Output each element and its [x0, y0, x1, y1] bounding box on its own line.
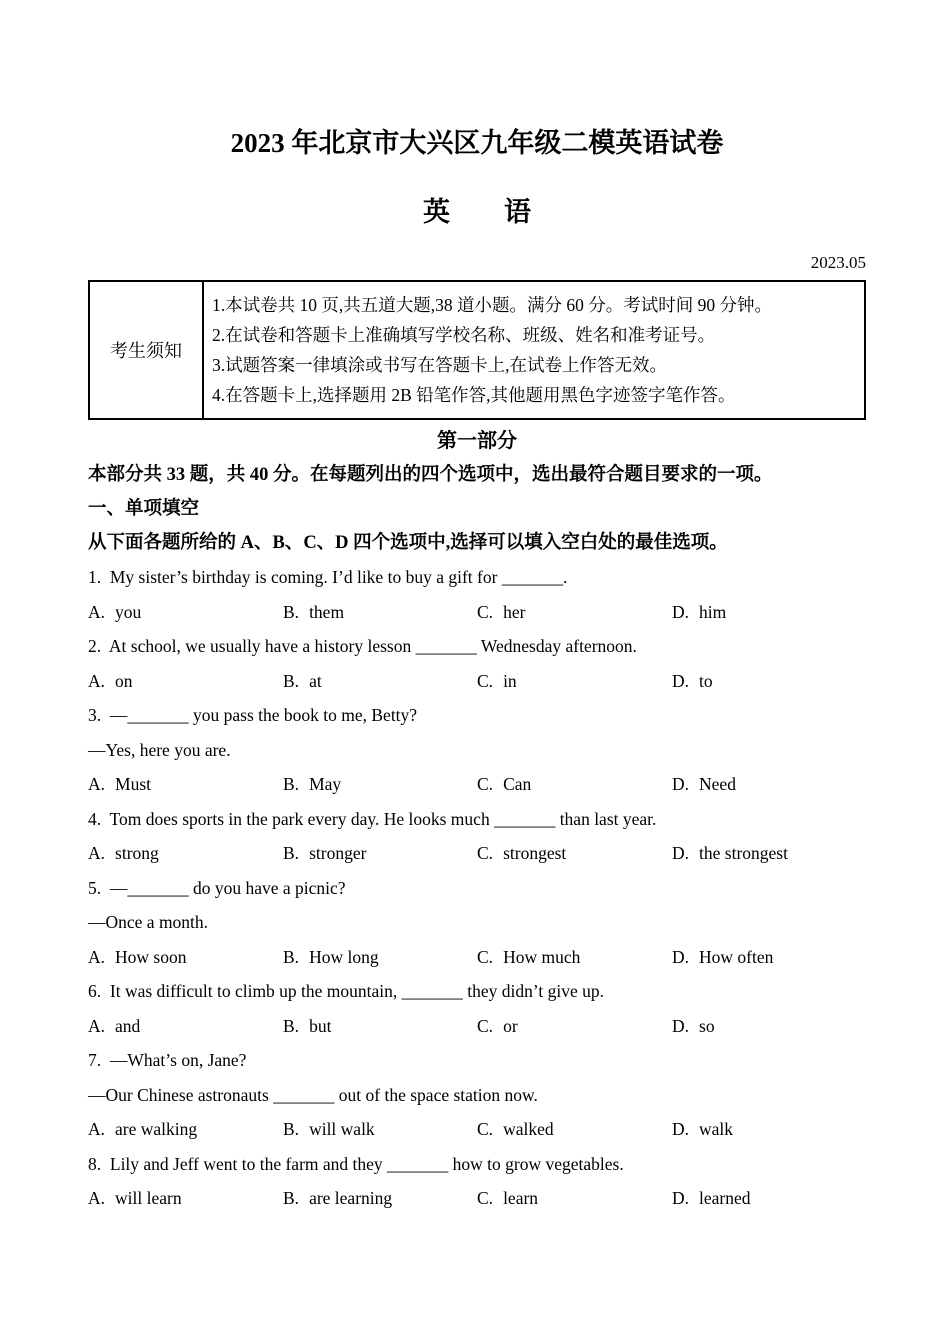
question-stem-line: 1. My sister’s birthday is coming. I’d like to buy a gift for _______.: [88, 567, 568, 587]
option-letter: B.: [283, 774, 300, 794]
option-letter: C.: [477, 946, 494, 967]
notice-body: [203, 281, 865, 419]
option-text: How long: [309, 946, 379, 967]
option-text: to: [699, 670, 713, 691]
option-letter: D.: [672, 601, 690, 622]
option-letter: A.: [88, 1015, 106, 1036]
option-text: How much: [503, 946, 581, 967]
option-letter: B.: [283, 843, 300, 863]
option-letter: B.: [283, 946, 300, 967]
option-text: or: [503, 1015, 518, 1036]
option-letter: D.: [672, 1119, 690, 1139]
option-letter: C.: [477, 1119, 494, 1139]
option-letter: C.: [477, 670, 494, 691]
q8-option-a: [88, 1187, 283, 1209]
question-stem-line: 7. —What’s on, Jane?: [88, 1050, 247, 1070]
question-block: [88, 877, 866, 968]
option-text: How often: [699, 946, 774, 967]
question-stem-line: 5. —_______ do you have a picnic?: [88, 877, 346, 898]
exam-title: 2023 年北京市大兴区九年级二模英语试卷: [230, 128, 724, 158]
option-letter: C.: [477, 774, 494, 794]
q3-option-d: [672, 773, 866, 795]
question-block: [88, 1049, 866, 1140]
q4-option-a: [88, 842, 283, 864]
option-text: strongest: [503, 843, 567, 863]
question-stem-line: —Yes, here you are.: [88, 739, 231, 760]
q7-option-b: [283, 1118, 477, 1140]
q7-option-a: [88, 1118, 283, 1140]
option-text: How soon: [115, 946, 187, 967]
exam-date: 2023.05: [810, 253, 866, 272]
option-letter: A.: [88, 843, 106, 863]
option-letter: B.: [283, 601, 300, 622]
q7-option-c: [477, 1118, 672, 1140]
question-stem-line: —Our Chinese astronauts _______ out of the space station now.: [88, 1084, 538, 1105]
q2-option-a: [88, 670, 283, 692]
option-letter: D.: [672, 1188, 690, 1208]
notice-item: 3.试题答案一律填涂或书写在答题卡上,在试卷上作答无效。: [212, 355, 667, 375]
option-text: Can: [503, 774, 532, 794]
question-stem-line: —Once a month.: [88, 912, 209, 932]
option-text: and: [115, 1015, 141, 1036]
question-block: [88, 635, 866, 692]
option-text: him: [699, 601, 727, 622]
option-letter: C.: [477, 843, 494, 863]
option-text: so: [699, 1015, 715, 1036]
option-text: are walking: [115, 1119, 198, 1139]
q6-option-b: [283, 1015, 477, 1037]
question-stem-line: 8. Lily and Jeff went to the farm and they _______ how to grow vegetables.: [88, 1153, 624, 1174]
option-letter: D.: [672, 774, 690, 794]
q2-option-b: [283, 670, 477, 692]
option-text: at: [309, 670, 322, 691]
option-text: Need: [699, 774, 736, 794]
q4-option-b: [283, 842, 477, 864]
section-one-instruction: 从下面各题所给的 A、B、C、D 四个选项中,选择可以填入空白处的最佳选项。: [88, 533, 728, 553]
question-stem-line: 3. —_______ you pass the book to me, Betty?: [88, 705, 418, 725]
q5-option-d: [672, 946, 866, 968]
option-text: May: [309, 774, 342, 794]
option-text: them: [309, 601, 345, 622]
option-letter: A.: [88, 946, 106, 967]
option-letter: B.: [283, 670, 300, 691]
option-text: learned: [699, 1188, 751, 1208]
subject-char-right: 语: [504, 197, 531, 227]
option-letter: D.: [672, 946, 690, 967]
option-letter: A.: [88, 1119, 106, 1139]
option-text: but: [309, 1015, 332, 1036]
option-text: Must: [115, 774, 151, 794]
q2-option-d: [672, 670, 866, 692]
option-text: will walk: [309, 1119, 375, 1139]
options-row: [88, 842, 866, 864]
option-text: strong: [115, 843, 159, 863]
q4-option-c: [477, 842, 672, 864]
option-letter: C.: [477, 601, 494, 622]
option-text: are learning: [309, 1188, 393, 1208]
q7-option-d: [672, 1118, 866, 1140]
options-row: [88, 946, 866, 968]
option-letter: D.: [672, 670, 690, 691]
question-block: [88, 980, 866, 1037]
q1-option-a: [88, 601, 283, 623]
notice-item: 2.在试卷和答题卡上准确填写学校名称、班级、姓名和准考证号。: [212, 325, 716, 345]
q2-option-c: [477, 670, 672, 692]
q3-option-a: [88, 773, 283, 795]
option-letter: A.: [88, 601, 106, 622]
q6-option-a: [88, 1015, 283, 1037]
candidate-notice-table: [88, 280, 866, 420]
question-stem-line: 2. At school, we usually have a history lesson _______ Wednesday afternoon.: [88, 636, 637, 656]
notice-item: 1.本试卷共 10 页,共五道大题,38 道小题。满分 60 分。考试时间 90 分钟。: [212, 295, 772, 315]
option-text: you: [115, 601, 142, 622]
question-stem-line: 4. Tom does sports in the park every day. He looks much _______ than last year.: [88, 808, 657, 829]
notice-label: 考生须知: [89, 281, 203, 419]
option-letter: D.: [672, 843, 690, 863]
option-letter: A.: [88, 1188, 106, 1208]
q3-option-b: [283, 773, 477, 795]
q6-option-c: [477, 1015, 672, 1037]
option-text: her: [503, 601, 526, 622]
notice-item: 4.在答题卡上,选择题用 2B 铅笔作答,其他题用黑色字迹签字笔作答。: [212, 385, 736, 405]
option-letter: A.: [88, 774, 106, 794]
question-block: [88, 566, 866, 623]
options-row: [88, 773, 866, 795]
q1-option-c: [477, 601, 672, 623]
option-letter: C.: [477, 1188, 494, 1208]
options-row: [88, 1187, 866, 1209]
option-text: stronger: [309, 843, 367, 863]
q4-option-d: [672, 842, 866, 864]
option-letter: A.: [88, 670, 106, 691]
q1-option-b: [283, 601, 477, 623]
part-one-instruction: 本部分共 33 题，共 40 分。在每题列出的四个选项中，选出最符合题目要求的一项。: [88, 465, 773, 485]
question-stem-line: 6. It was difficult to climb up the mountain, _______ they didn’t give up.: [88, 981, 605, 1001]
option-text: the strongest: [699, 843, 788, 863]
subject-heading: [88, 197, 866, 228]
section-one-title: 一、单项填空: [88, 499, 200, 519]
options-row: [88, 601, 866, 623]
option-letter: B.: [283, 1015, 300, 1036]
q1-option-d: [672, 601, 866, 623]
option-text: on: [115, 670, 133, 691]
question-block: [88, 1153, 866, 1210]
q6-option-d: [672, 1015, 866, 1037]
q5-option-a: [88, 946, 283, 968]
question-list: [88, 566, 866, 1209]
option-text: walked: [503, 1119, 554, 1139]
option-text: in: [503, 670, 517, 691]
question-block: [88, 704, 866, 795]
option-letter: C.: [477, 1015, 494, 1036]
options-row: [88, 1118, 866, 1140]
option-letter: B.: [283, 1188, 300, 1208]
option-text: walk: [699, 1119, 734, 1139]
q8-option-d: [672, 1187, 866, 1209]
q5-option-c: [477, 946, 672, 968]
q8-option-c: [477, 1187, 672, 1209]
option-letter: D.: [672, 1015, 690, 1036]
options-row: [88, 670, 866, 692]
q8-option-b: [283, 1187, 477, 1209]
options-row: [88, 1015, 866, 1037]
subject-char-left: 英: [423, 197, 450, 227]
option-letter: B.: [283, 1119, 300, 1139]
option-text: learn: [503, 1188, 539, 1208]
q3-option-c: [477, 773, 672, 795]
question-block: [88, 808, 866, 865]
option-text: will learn: [115, 1188, 182, 1208]
q5-option-b: [283, 946, 477, 968]
part-one-heading: 第一部分: [437, 430, 517, 452]
